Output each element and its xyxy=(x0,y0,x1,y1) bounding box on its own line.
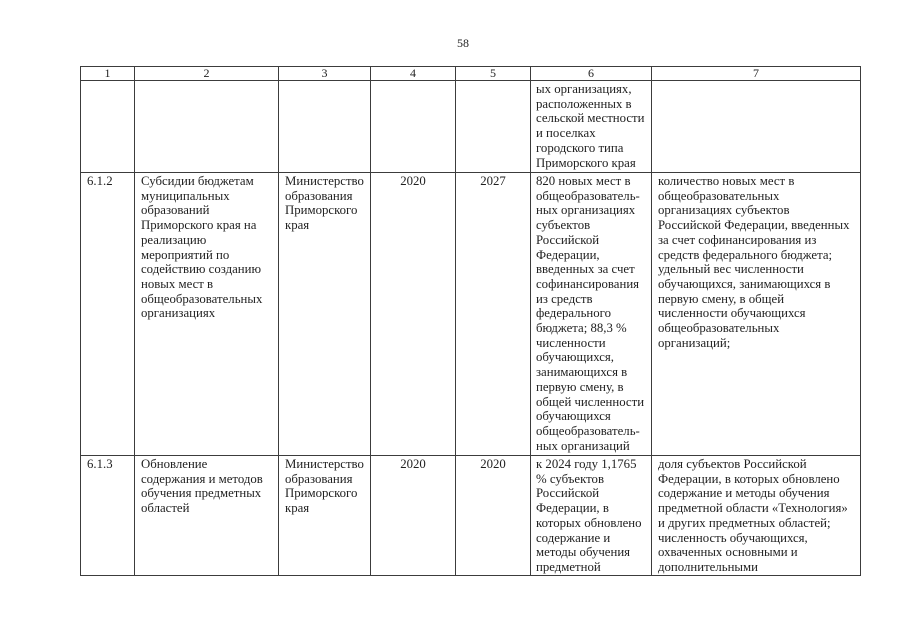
result-cell: к 2024 году 1,1765 % субъектов Российской Федерации, в которых обновлено содержание и методы обучения предметной xyxy=(531,456,652,576)
column-number-header: 5 xyxy=(456,67,531,81)
column-number-header: 1 xyxy=(81,67,135,81)
executor-cell xyxy=(279,81,371,173)
table-row xyxy=(81,173,861,456)
column-number-header: 4 xyxy=(371,67,456,81)
item-name-cell xyxy=(135,81,279,173)
result-cell: 820 новых мест в общеобразователь- ных организациях субъектов Российской Федерации, введенных за счет софинансирования из средств федерального бюджета; 88,3 % численности обучающихся, занимающихся в первую смену, в общей численности обучающихся общеобразователь- ных организаций xyxy=(531,173,652,456)
end-year-cell: 2027 xyxy=(456,173,531,456)
item-name-cell: Обновление содержания и методов обучения предметных областей xyxy=(135,456,279,576)
executor-cell: Министерство образования Приморского края xyxy=(279,456,371,576)
item-name-cell: Субсидии бюджетам муниципальных образований Приморского края на реализацию мероприятий по содействию созданию новых мест в общеобразовательных организациях xyxy=(135,173,279,456)
item-number-cell: 6.1.2 xyxy=(81,173,135,456)
column-number-header: 2 xyxy=(135,67,279,81)
table-row xyxy=(81,456,861,576)
start-year-cell: 2020 xyxy=(371,456,456,576)
document-table xyxy=(80,66,861,576)
column-number-header: 6 xyxy=(531,67,652,81)
indicator-cell: количество новых мест в общеобразовательных организациях субъектов Российской Федерации, введенных за счет софинансирования из средств федерального бюджета; удельный вес численности обучающихся, занимающихся в первую смену, в общей численности обучающихся общеобразовательных организаций; xyxy=(652,173,861,456)
end-year-cell: 2020 xyxy=(456,456,531,576)
item-number-cell: 6.1.3 xyxy=(81,456,135,576)
page-number: 58 xyxy=(457,36,469,50)
start-year-cell: 2020 xyxy=(371,173,456,456)
result-cell: ых организациях, расположенных в сельской местности и поселках городского типа Приморского края xyxy=(531,81,652,173)
indicator-cell xyxy=(652,81,861,173)
table-header-row xyxy=(81,67,861,81)
column-number-header: 7 xyxy=(652,67,861,81)
indicator-cell: доля субъектов Российской Федерации, в которых обновлено содержание и методы обучения предметной области «Технология» и других предметных областей; численность обучающихся, охваченных основными и дополнительными xyxy=(652,456,861,576)
column-number-header: 3 xyxy=(279,67,371,81)
end-year-cell xyxy=(456,81,531,173)
executor-cell: Министерство образования Приморского края xyxy=(279,173,371,456)
start-year-cell xyxy=(371,81,456,173)
item-number-cell xyxy=(81,81,135,173)
table-row xyxy=(81,81,861,173)
